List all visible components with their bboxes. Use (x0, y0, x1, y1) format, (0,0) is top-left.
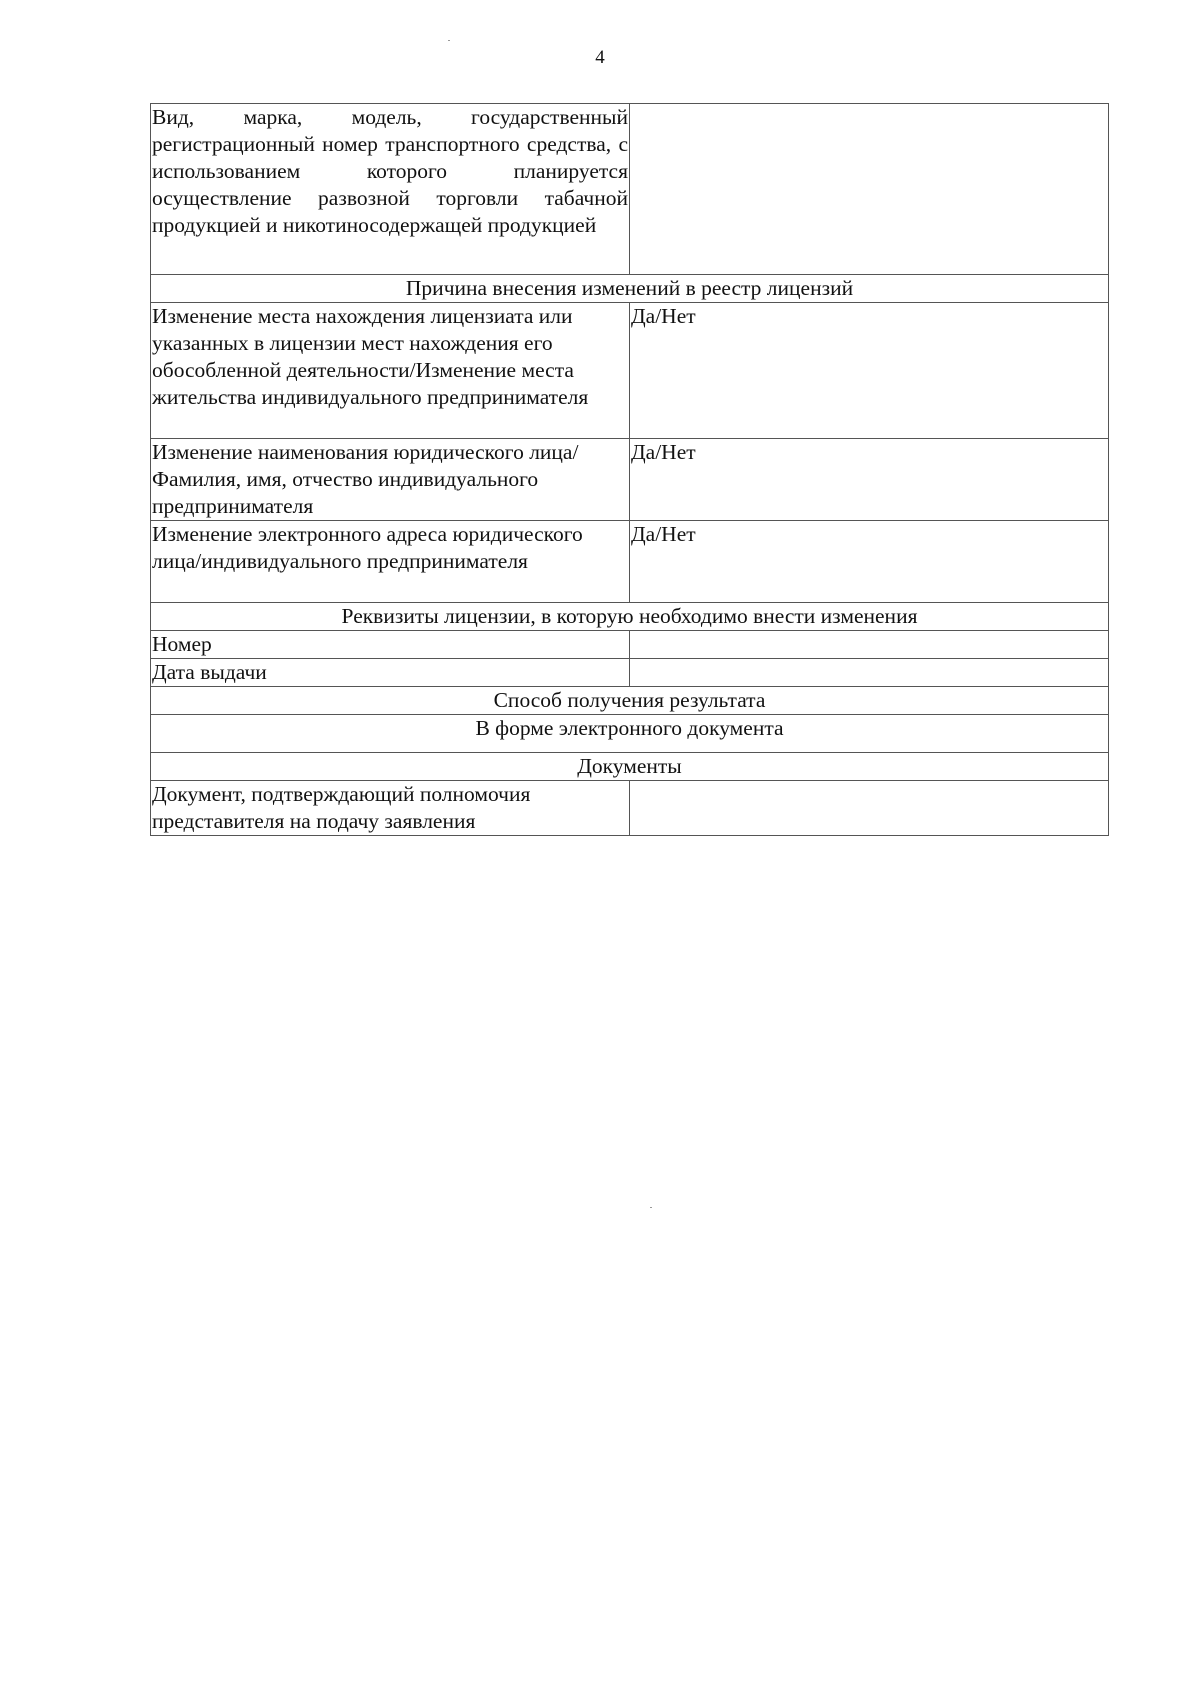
result-method-value: В форме электронного документа (151, 715, 1109, 753)
result-value-row (151, 715, 1109, 753)
reason-section-title: Причина внесения изменений в реестр лицензий (151, 275, 1109, 303)
license-section-header-row (151, 603, 1109, 631)
reason-row-email (151, 521, 1109, 603)
license-row-date (151, 659, 1109, 687)
reason-label-email: Изменение электронного адреса юридического лица/индивидуального предпринимателя (151, 521, 630, 603)
reason-value-location[interactable]: Да/Нет (630, 303, 1109, 439)
scan-speck (448, 40, 450, 41)
reason-row-name (151, 439, 1109, 521)
reason-label-location: Изменение места нахождения лицензиата или указанных в лицензии мест нахождения его обособленной деятельности/Изменение места жительства индивидуального предпринимателя (151, 303, 630, 439)
reason-label-name: Изменение наименования юридического лица/Фамилия, имя, отчество индивидуального предпринимателя (151, 439, 630, 521)
license-change-form-table (150, 103, 1109, 836)
reason-value-email[interactable]: Да/Нет (630, 521, 1109, 603)
vehicle-value[interactable] (630, 104, 1109, 275)
reason-section-header-row (151, 275, 1109, 303)
license-section-title: Реквизиты лицензии, в которую необходимо внести изменения (151, 603, 1109, 631)
vehicle-label: Вид, марка, модель, государственный регистрационный номер транспортного средства, с использованием которого планируется осуществление развозной торговли табачной продукцией и никотиносодержащей продукцией (151, 104, 630, 275)
reason-row-location (151, 303, 1109, 439)
scan-speck (650, 1207, 652, 1208)
reason-value-name[interactable]: Да/Нет (630, 439, 1109, 521)
page-number: 4 (595, 47, 605, 68)
documents-section-title: Документы (151, 753, 1109, 781)
document-authority-label: Документ, подтверждающий полномочия представителя на подачу заявления (151, 781, 630, 836)
document-authority-value[interactable] (630, 781, 1109, 836)
license-number-value[interactable] (630, 631, 1109, 659)
documents-row-authority (151, 781, 1109, 836)
license-number-label: Номер (151, 631, 630, 659)
license-date-label: Дата выдачи (151, 659, 630, 687)
result-section-header-row (151, 687, 1109, 715)
license-row-number (151, 631, 1109, 659)
documents-section-header-row (151, 753, 1109, 781)
result-section-title: Способ получения результата (151, 687, 1109, 715)
license-date-value[interactable] (630, 659, 1109, 687)
vehicle-row (151, 104, 1109, 275)
